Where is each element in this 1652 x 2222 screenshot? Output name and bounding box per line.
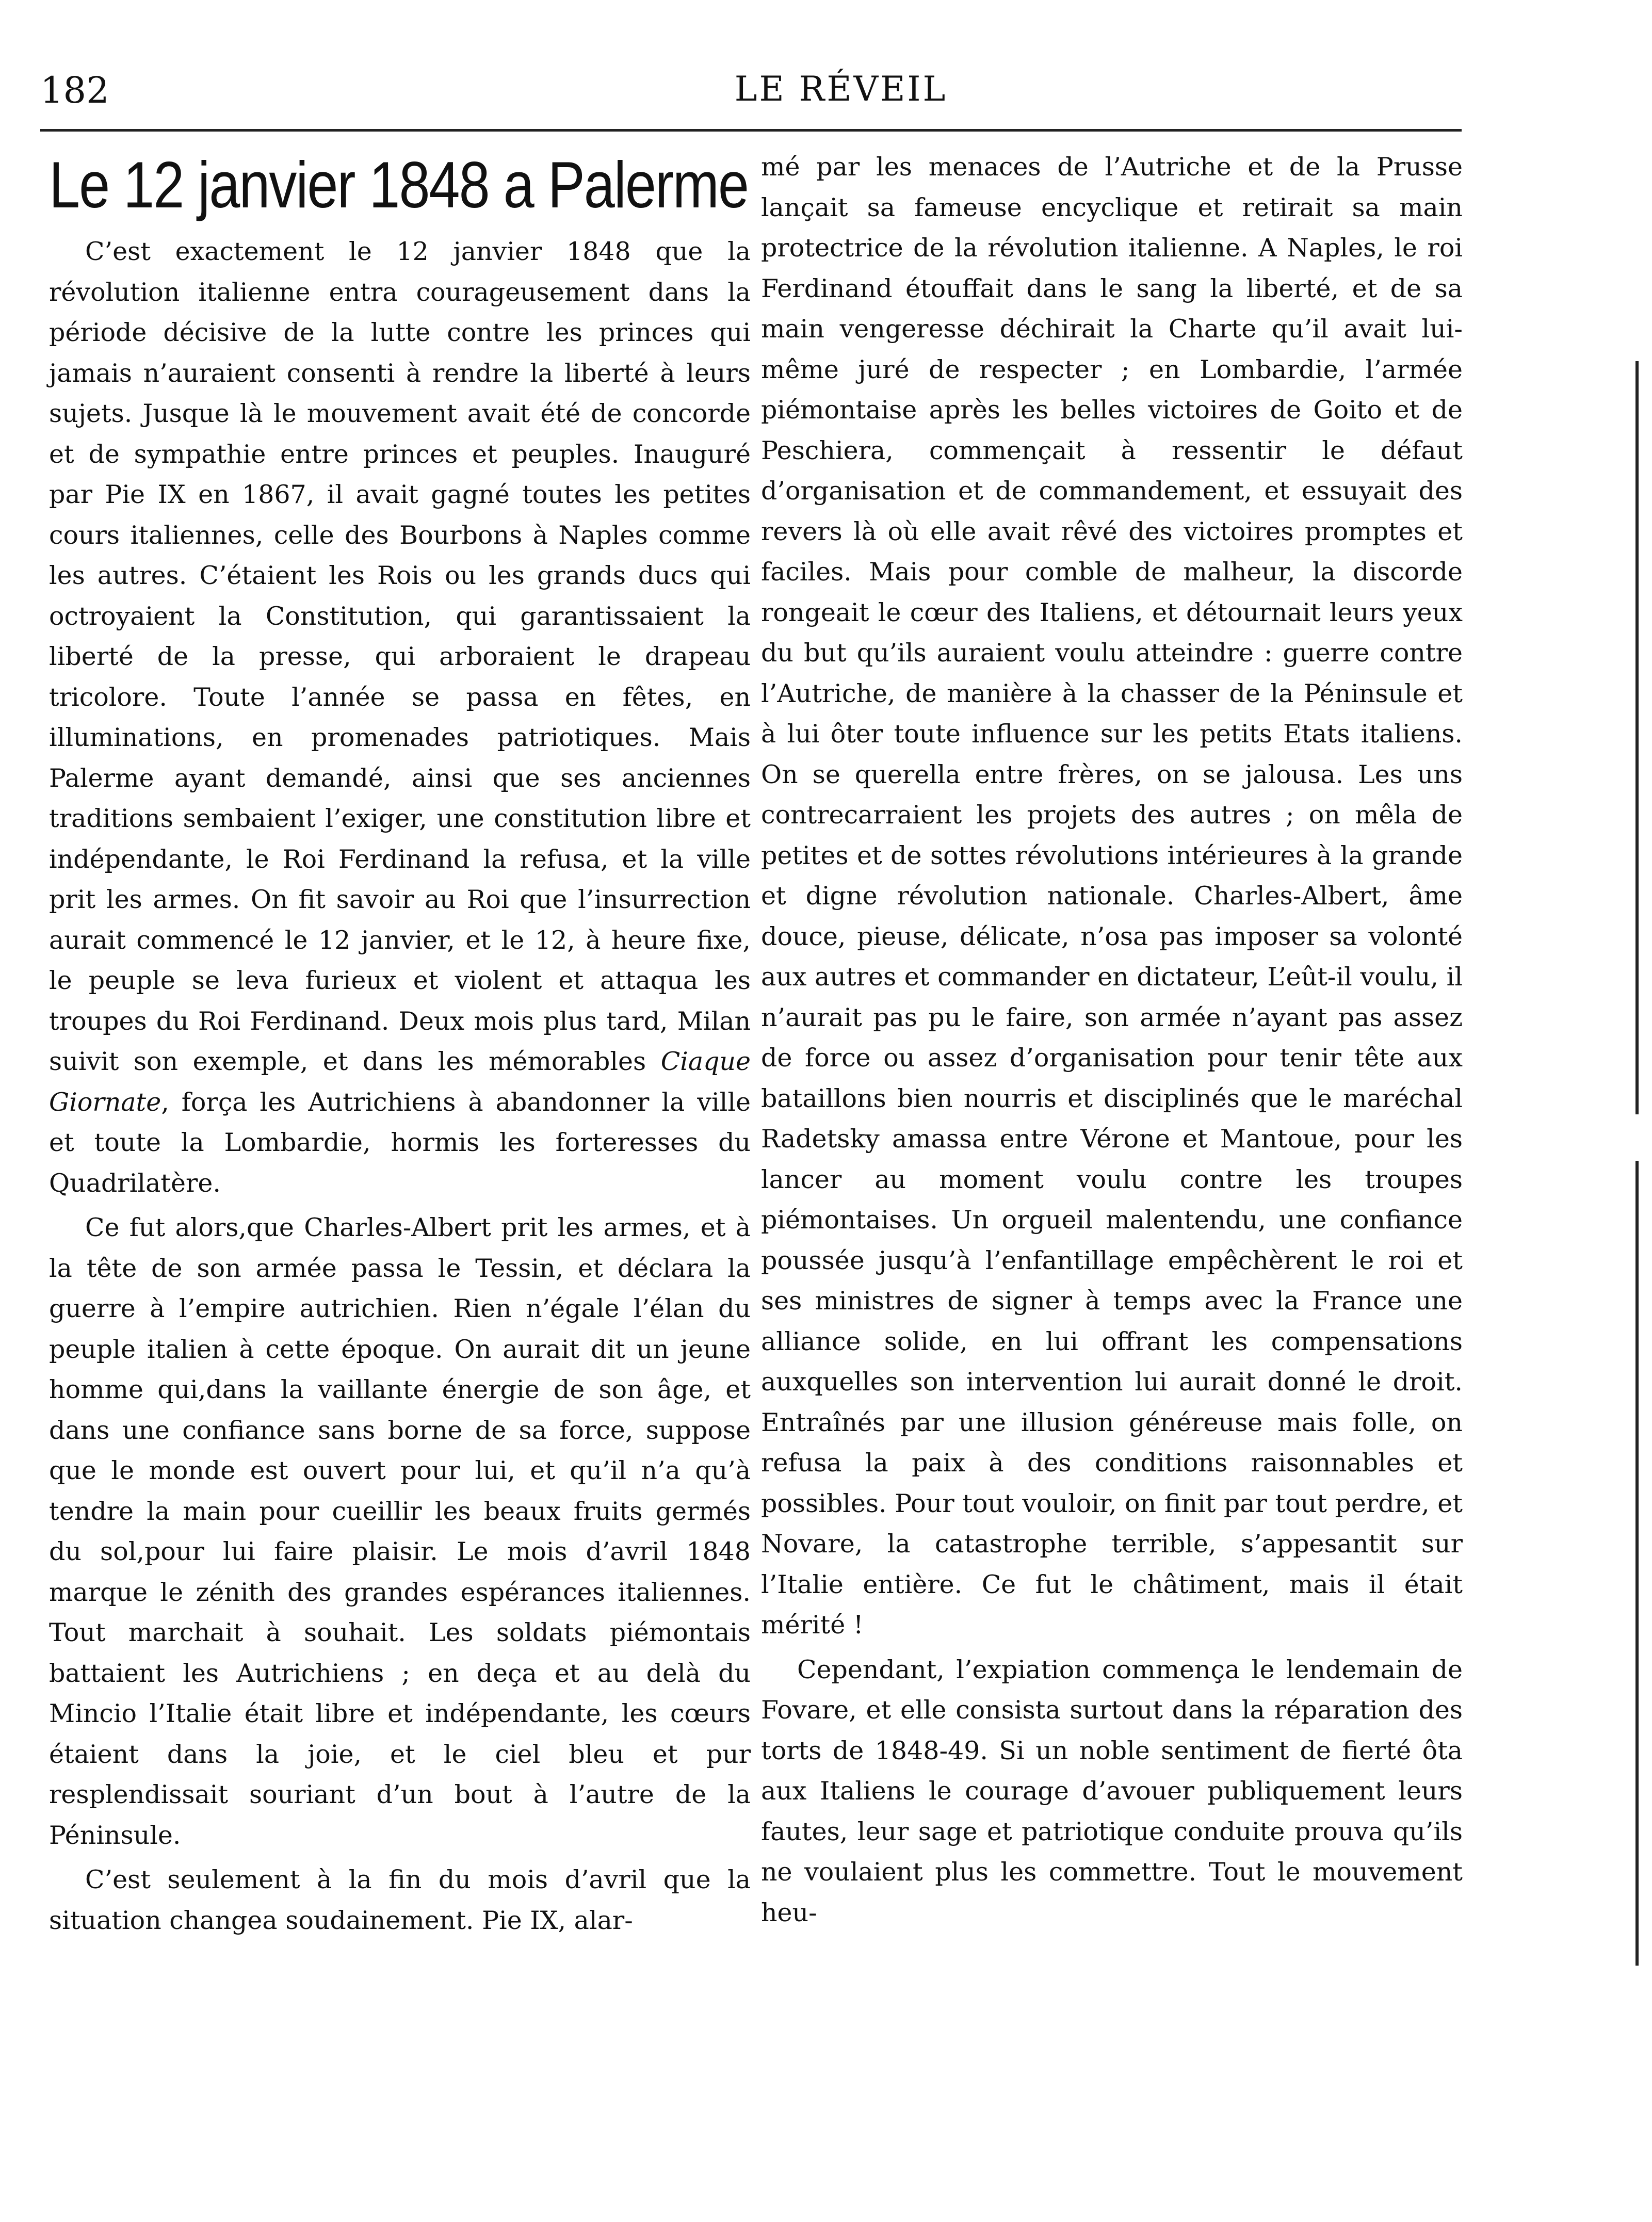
margin-binding-mark (1635, 361, 1639, 1114)
running-head: LE RÉVEIL (734, 69, 948, 109)
article-title: Le 12 janvier 1848 a Palerme (49, 148, 748, 221)
paragraph-1-text: C’est exactement le 12 janvier 1848 que la révolution italienne entra courageusement dans la période décisive de la lutte contre les princes qui jamais n’auraient consenti à rendre la liberté à leurs sujets. Jusque là le mouvement avait été de concorde et de sympathie entre princes et peuples. Inauguré par Pie IX en 1867, il avait gagné toutes les petites cours italiennes, celle des Bourbons à Naples comme les autres. C’étaient les Rois ou les grands ducs qui octroyaient la Constitution, qui garantissaient la liberté de la presse, qui arboraient le drapeau tricolore. Toute l’année se passa en fêtes, en illuminations, en promenades patriotiques. Mais Palerme ayant demandé, ainsi que ses anciennes traditions sembaient l’exiger, une constitution libre et indépendante, le Roi Ferdinand la refusa, et la ville prit les armes. On fit savoir au Roi que l’insurrection aurait commencé le 12 janvier, et le 12, à heure fixe, le peuple se leva furieux et violent et attaqua les troupes du Roi Ferdinand. Deux mois plus tard, Milan suivit son exemple, et dans les mémorables (49, 237, 751, 1077)
page-number: 182 (40, 69, 109, 111)
header-rule (40, 129, 1462, 132)
paragraph-1-end: , força les Autrichiens à abandonner la ville et toute la Lombardie, hormis les forteresses du Quadrilatère. (49, 1087, 751, 1198)
paragraph-3: C’est seulement à la fin du mois d’avril que la situation changea soudainement. Pie IX, alar- (49, 1865, 751, 1935)
margin-binding-mark (1635, 1161, 1639, 1966)
right-column (761, 147, 1463, 1933)
paragraph-4: Cependant, l’expiation commença le lendemain de Fovare, et elle consista surtout dans la réparation des torts de 1848-49. Si un noble sentiment de fierté ôta aux Italiens le courage d’avouer publiquement leurs fautes, leur sage et patriotique conduite prouva qu’ils ne voulaient plus les commettre. Tout le mouvement heu- (761, 1655, 1463, 1927)
paragraph-1 (49, 232, 751, 1204)
italic-phrase: Ciaque Giornate (49, 1047, 751, 1117)
paragraph-2: Ce fut alors,que Charles-Albert prit les armes, et à la tête de son armée passa le Tessin, et déclara la guerre à l’empire autrichien. Rien n’égale l’élan du peuple italien à cette époque. On aurait dit un jeune homme qui,dans la vaillante énergie de son âge, et dans une confiance sans borne de sa force, suppose que le monde est ouvert pour lui, et qu’il n’a qu’à tendre la main pour cueillir les beaux fruits germés du sol,pour lui faire plaisir. Le mois d’avril 1848 marque le zénith des grandes espérances italiennes. Tout marchait à souhait. Les soldats piémontais battaient les Autrichiens ; en deça et au delà du Mincio l’Italie était libre et indépendante, les cœurs étaient dans la joie, et le ciel bleu et pur resplendissait souriant d’un bout à l’autre de la Péninsule. (49, 1213, 751, 1850)
left-column (49, 147, 751, 1941)
paragraph-3-continued: mé par les menaces de l’Autriche et de la Prusse lançait sa fameuse encyclique et retirait sa main protectrice de la révolution italienne. A Naples, le roi Ferdinand étouffait dans le sang la liberté, et de sa main vengeresse déchirait la Charte qu’il avait lui-même juré de respecter ; en Lombardie, l’armée piémontaise après les belles victoires de Goito et de Peschiera, commençait à ressentir le défaut d’organisation et de commandement, et essuyait des revers là où elle avait rêvé des victoires promptes et faciles. Mais pour comble de malheur, la discorde rongeait le cœur des Italiens, et détournait leurs yeux du but qu’ils auraient voulu atteindre : guerre contre l’Autriche, de manière à la chasser de la Péninsule et à lui ôter toute influence sur les petits Etats italiens. On se querella entre frères, on se jalousa. Les uns contrecarraient les projets des autres ; on mêla de petites et de sottes révolutions intérieures à la grande et digne révolution nationale. Charles-Albert, âme douce, pieuse, délicate, n’osa pas imposer sa volonté aux autres et commander en dictateur, L’eût-il voulu, il n’aurait pas pu le faire, son armée n’ayant pas assez de force ou assez d’organisation pour tenir tête aux bataillons bien nourris et disciplinés que le maréchal Radetsky amassa entre Vérone et Mantoue, pour les lancer au moment voulu contre les troupes piémontaises. Un orgueil malentendu, une confiance poussée jusqu’à l’enfantillage empêchèrent le roi et ses ministres de signer à temps avec la France une alliance solide, en lui offrant les compensations auxquelles son intervention lui aurait donné le droit. Entraînés par une illusion généreuse mais folle, on refusa la paix à des conditions raisonnables et possibles. Pour tout vouloir, on finit par tout perdre, et Novare, la catastrophe terrible, s’appesantit sur l’Italie entière. Ce fut le châtiment, mais il était mérité ! (761, 152, 1463, 1640)
